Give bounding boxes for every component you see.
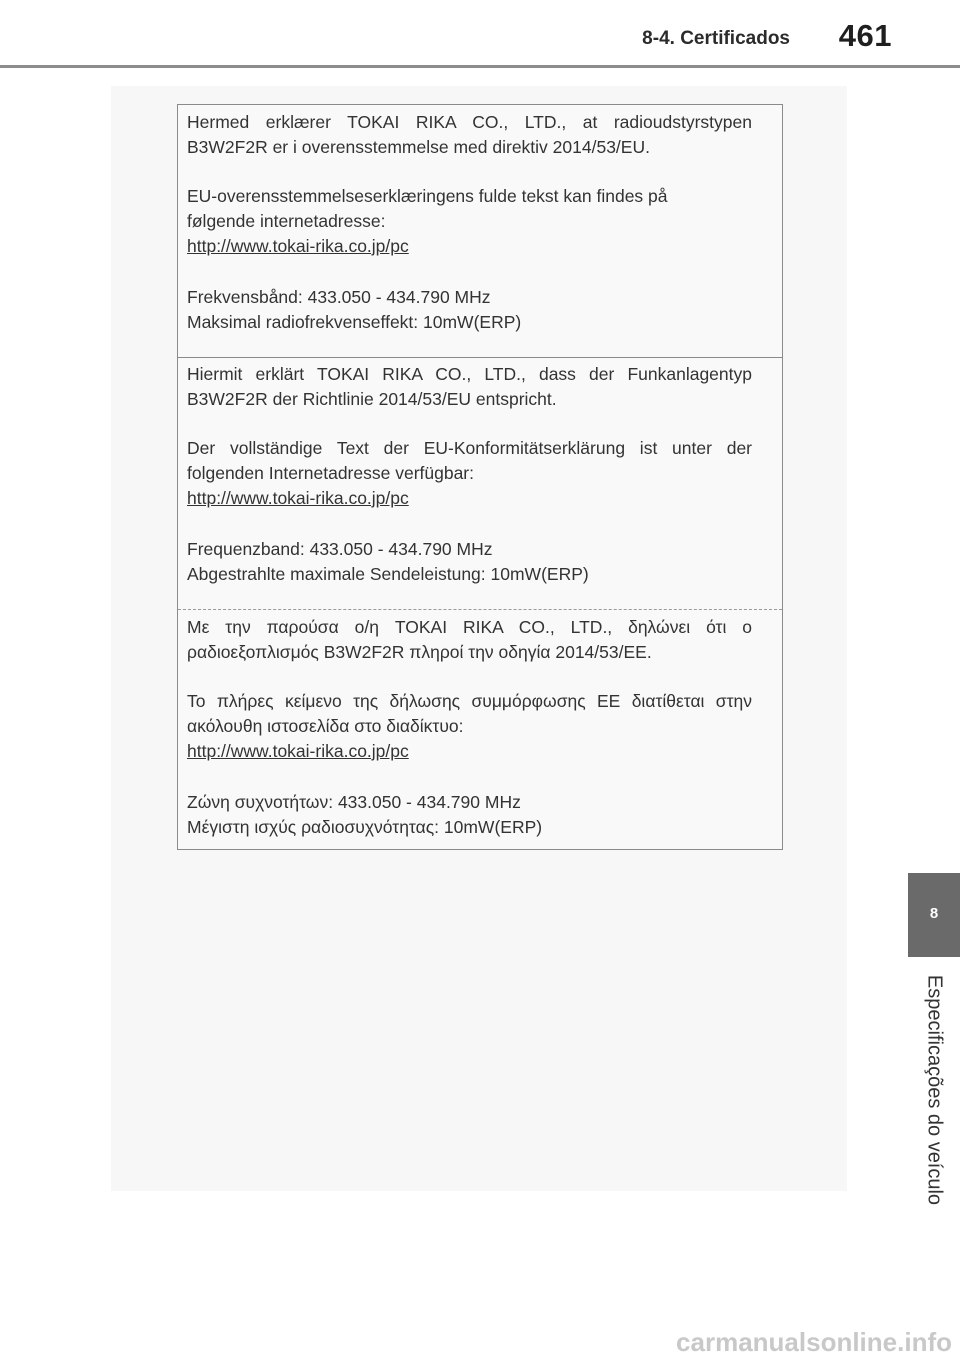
chapter-label: Especificações do veículo bbox=[923, 974, 946, 1206]
page-number: 461 bbox=[838, 18, 892, 53]
frequency-band: Frequenzband: 433.050 - 434.790 MHz bbox=[187, 539, 493, 559]
declaration-line: Με την παρούσα ο/η TOKAI RIKA CO., LTD., δηλώνει ότι ο bbox=[187, 617, 752, 637]
declaration-line: ραδιοεξοπλισμός B3W2F2R πληροί την οδηγία 2014/53/ΕΕ. bbox=[187, 642, 652, 662]
declaration-line: B3W2F2R der Richtlinie 2014/53/EU entspricht. bbox=[187, 389, 557, 409]
declaration-line: Hiermit erklärt TOKAI RIKA CO., LTD., dass der Funkanlagentyp bbox=[187, 364, 752, 384]
chapter-tab bbox=[908, 873, 960, 957]
eu-text-line: Το πλήρες κείμενο της δήλωσης συμμόρφωσης ΕΕ διατίθεται στην bbox=[187, 691, 752, 711]
frequency-band: Ζώνη συχνοτήτων: 433.050 - 434.790 MHz bbox=[187, 792, 521, 812]
eu-text-line: folgenden Internetadresse verfügbar: bbox=[187, 463, 474, 483]
max-power: Abgestrahlte maximale Sendeleistung: 10mW(ERP) bbox=[187, 564, 589, 584]
eu-text-line: følgende internetadresse: bbox=[187, 211, 386, 231]
frequency-band: Frekvensbånd: 433.050 - 434.790 MHz bbox=[187, 287, 491, 307]
chapter-number: 8 bbox=[929, 905, 939, 922]
website-link[interactable]: http://www.tokai-rika.co.jp/pc bbox=[187, 488, 409, 508]
certificate-table bbox=[177, 104, 783, 850]
section-title: 8-4. Certificados bbox=[642, 28, 790, 49]
declaration-line: B3W2F2R er i overensstemmelse med direktiv 2014/53/EU. bbox=[187, 137, 650, 157]
page-header bbox=[0, 0, 960, 68]
declaration-line: Hermed erklærer TOKAI RIKA CO., LTD., at radioudstyrstypen bbox=[187, 112, 752, 132]
website-link[interactable]: http://www.tokai-rika.co.jp/pc bbox=[187, 236, 409, 256]
certificate-section-german bbox=[178, 357, 782, 609]
max-power: Maksimal radiofrekvenseffekt: 10mW(ERP) bbox=[187, 312, 522, 332]
eu-text-line: ακόλουθη ιστοσελίδα στο διαδίκτυο: bbox=[187, 716, 464, 736]
header-rule bbox=[0, 65, 960, 68]
website-link[interactable]: http://www.tokai-rika.co.jp/pc bbox=[187, 741, 409, 761]
eu-text-line: Der vollständige Text der EU-Konformitätserklärung ist unter der bbox=[187, 438, 752, 458]
certificate-section-greek bbox=[178, 609, 782, 849]
watermark: carmanualsonline.info bbox=[676, 1327, 952, 1357]
certificate-section-danish bbox=[178, 105, 782, 357]
max-power: Μέγιστη ισχύς ραδιοσυχνότητας: 10mW(ERP) bbox=[187, 817, 543, 837]
eu-text-line: EU-overensstemmelseserklæringens fulde tekst kan findes på bbox=[187, 186, 668, 206]
